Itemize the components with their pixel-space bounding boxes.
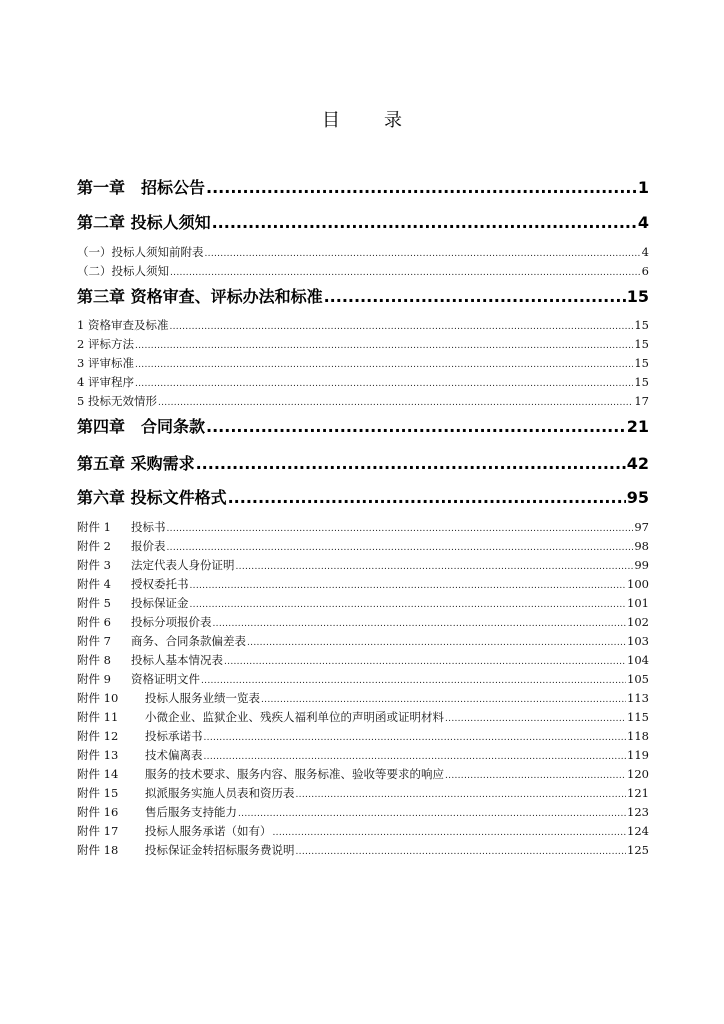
attachment-label: 授权委托书 [131, 577, 189, 591]
attachment-page: 125 [627, 843, 649, 857]
leader-dots [135, 379, 633, 389]
attachment-number: 附件 18 [77, 843, 119, 857]
toc-attachment[interactable] [77, 728, 649, 744]
attachment-page: 115 [627, 710, 649, 724]
leader-dots [273, 828, 627, 838]
leader-dots [158, 398, 633, 408]
toc-attachment[interactable] [77, 576, 649, 592]
attachment-page: 97 [634, 520, 649, 534]
toc-attachment[interactable] [77, 633, 649, 649]
attachment-number: 附件 8 [77, 653, 111, 667]
toc-section[interactable] [77, 393, 649, 409]
leader-dots [135, 341, 633, 351]
attachment-label: 投标保证金转招标服务费说明 [145, 843, 295, 857]
leader-dots [445, 714, 626, 724]
leader-dots [167, 524, 634, 534]
attachment-page: 113 [627, 691, 649, 705]
attachment-page: 104 [627, 653, 649, 667]
attachment-number: 附件 13 [77, 748, 119, 762]
leader-dots [190, 581, 627, 591]
attachment-number: 附件 5 [77, 596, 111, 610]
attachment-number: 附件 4 [77, 577, 111, 591]
chapter-label: 第六章 投标文件格式 [77, 488, 227, 507]
attachment-label: 投标人基本情况表 [131, 653, 223, 667]
attachment-page: 102 [627, 615, 649, 629]
leader-dots [296, 790, 627, 800]
toc-attachment[interactable] [77, 842, 649, 858]
toc-attachment[interactable] [77, 709, 649, 725]
attachment-label: 小微企业、监狱企业、残疾人福利单位的声明函或证明材料 [145, 710, 444, 724]
toc-attachment[interactable] [77, 538, 649, 554]
leader-dots [247, 638, 626, 648]
leader-dots [204, 733, 627, 743]
toc-chapter-4[interactable] [77, 414, 649, 436]
attachment-page: 118 [627, 729, 649, 743]
toc-chapter-1[interactable] [77, 175, 649, 197]
section-page: 6 [641, 264, 649, 278]
attachment-number: 附件 16 [77, 805, 119, 819]
attachment-label: 投标书 [131, 520, 166, 534]
chapter-page: 95 [626, 488, 649, 507]
attachment-number: 附件 12 [77, 729, 119, 743]
leader-dots [201, 676, 626, 686]
attachment-label: 投标人服务承诺（如有） [145, 824, 272, 838]
toc-attachment[interactable] [77, 690, 649, 706]
page-title [0, 106, 724, 132]
title-part-2: 录 [384, 110, 402, 131]
section-label: 2 评标方法 [77, 337, 134, 351]
attachment-page: 105 [627, 672, 649, 686]
leader-dots [206, 178, 637, 197]
toc-attachment[interactable] [77, 671, 649, 687]
leader-dots [135, 360, 633, 370]
attachment-number: 附件 11 [77, 710, 119, 724]
attachment-number: 附件 14 [77, 767, 119, 781]
leader-dots [324, 287, 626, 306]
toc-attachment[interactable] [77, 557, 649, 573]
leader-dots [212, 213, 637, 232]
attachment-number: 附件 10 [77, 691, 119, 705]
attachment-label: 投标保证金 [131, 596, 189, 610]
toc-attachment[interactable] [77, 652, 649, 668]
chapter-label: 第一章 招标公告 [77, 178, 206, 197]
leader-dots [205, 249, 641, 259]
leader-dots [445, 771, 626, 781]
attachment-page: 101 [627, 596, 649, 610]
attachment-page: 124 [627, 824, 649, 838]
toc-section[interactable] [77, 355, 649, 371]
leader-dots [224, 657, 626, 667]
leader-dots [236, 562, 634, 572]
section-label: 3 评审标准 [77, 356, 134, 370]
attachment-label: 投标分项报价表 [131, 615, 212, 629]
toc-section[interactable] [77, 374, 649, 390]
chapter-page: 42 [626, 454, 649, 473]
toc-attachment[interactable] [77, 747, 649, 763]
attachment-number: 附件 9 [77, 672, 111, 686]
attachment-number: 附件 1 [77, 520, 111, 534]
section-label: 1 资格审查及标准 [77, 318, 169, 332]
leader-dots [196, 454, 626, 473]
attachment-number: 附件 3 [77, 558, 111, 572]
chapter-label: 第四章 合同条款 [77, 417, 206, 436]
toc-attachment[interactable] [77, 614, 649, 630]
attachment-page: 98 [634, 539, 649, 553]
toc-section[interactable] [77, 244, 649, 260]
toc-section[interactable] [77, 263, 649, 279]
toc-attachment[interactable] [77, 595, 649, 611]
leader-dots [170, 268, 641, 278]
attachment-page: 99 [634, 558, 649, 572]
leader-dots [261, 695, 626, 705]
attachment-label: 投标人服务业绩一览表 [145, 691, 260, 705]
leader-dots [213, 619, 627, 629]
toc-attachment[interactable] [77, 766, 649, 782]
toc-chapter-6[interactable] [77, 485, 649, 507]
attachment-page: 121 [627, 786, 649, 800]
chapter-label: 第五章 采购需求 [77, 454, 195, 473]
section-page: 15 [634, 375, 649, 389]
toc-attachment[interactable] [77, 804, 649, 820]
section-page: 15 [634, 337, 649, 351]
attachment-page: 119 [627, 748, 649, 762]
leader-dots [296, 847, 627, 857]
section-label: 5 投标无效情形 [77, 394, 157, 408]
attachment-number: 附件 7 [77, 634, 111, 648]
chapter-page: 1 [637, 178, 649, 197]
leader-dots [228, 488, 626, 507]
leader-dots [190, 600, 627, 610]
section-page: 15 [634, 356, 649, 370]
attachment-label: 拟派服务实施人员表和资历表 [145, 786, 295, 800]
chapter-label: 第二章 投标人须知 [77, 213, 211, 232]
toc-chapter-3[interactable] [77, 284, 649, 306]
section-label: （二）投标人须知 [77, 264, 169, 278]
chapter-page: 4 [637, 213, 649, 232]
attachment-label: 报价表 [131, 539, 166, 553]
chapter-label: 第三章 资格审查、评标办法和标准 [77, 287, 323, 306]
toc-section[interactable] [77, 336, 649, 352]
section-page: 17 [634, 394, 649, 408]
attachment-label: 售后服务支持能力 [145, 805, 237, 819]
toc-attachment[interactable] [77, 519, 649, 535]
attachment-number: 附件 2 [77, 539, 111, 553]
attachment-label: 投标承诺书 [145, 729, 203, 743]
leader-dots [169, 322, 633, 332]
toc-attachment[interactable] [77, 823, 649, 839]
section-label: （一）投标人须知前附表 [77, 245, 204, 259]
title-part-1: 目 [322, 110, 340, 131]
attachment-page: 123 [627, 805, 649, 819]
chapter-page: 15 [626, 287, 649, 306]
attachment-number: 附件 15 [77, 786, 119, 800]
leader-dots [167, 543, 634, 553]
toc-chapter-5[interactable] [77, 451, 649, 473]
leader-dots [206, 417, 626, 436]
section-page: 4 [641, 245, 649, 259]
leader-dots [238, 809, 626, 819]
attachment-label: 法定代表人身份证明 [131, 558, 235, 572]
attachment-label: 资格证明文件 [131, 672, 200, 686]
attachment-page: 120 [627, 767, 649, 781]
attachment-page: 100 [627, 577, 649, 591]
attachment-label: 技术偏离表 [145, 748, 203, 762]
section-page: 15 [634, 318, 649, 332]
toc-attachment[interactable] [77, 785, 649, 801]
attachment-page: 103 [627, 634, 649, 648]
toc-chapter-2[interactable] [77, 210, 649, 232]
section-label: 4 评审程序 [77, 375, 134, 389]
attachment-label: 服务的技术要求、服务内容、服务标准、验收等要求的响应 [145, 767, 444, 781]
toc-section[interactable] [77, 317, 649, 333]
attachment-label: 商务、合同条款偏差表 [131, 634, 246, 648]
leader-dots [204, 752, 627, 762]
attachment-number: 附件 6 [77, 615, 111, 629]
attachment-number: 附件 17 [77, 824, 119, 838]
chapter-page: 21 [626, 417, 649, 436]
